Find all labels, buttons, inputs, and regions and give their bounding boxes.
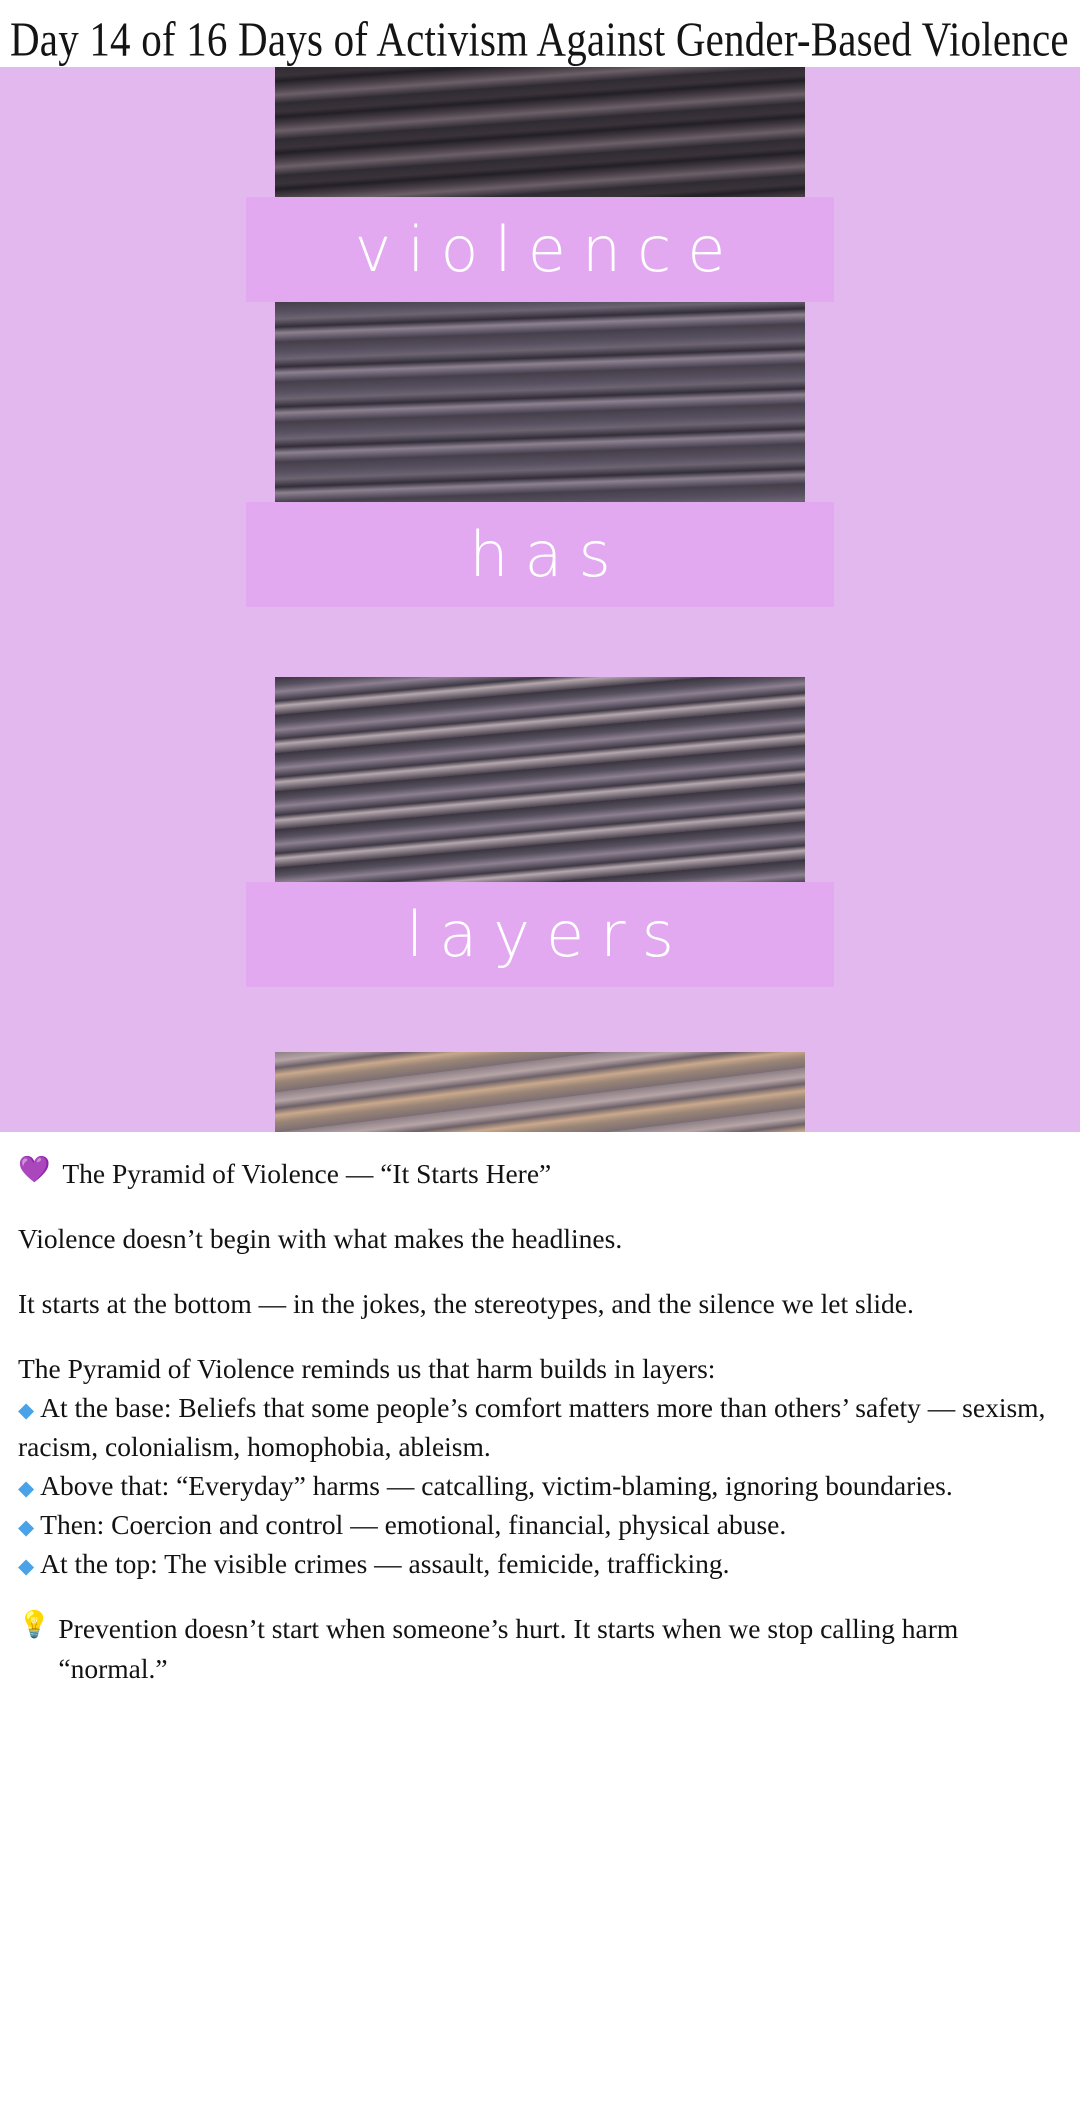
diamond-bullet-icon: ◆ (18, 1554, 35, 1579)
caption-list-block (18, 1349, 1062, 1583)
hero-word-violence-text: violence (354, 212, 742, 286)
list-item (18, 1544, 1062, 1583)
light-bulb-icon: 💡 (18, 1610, 51, 1641)
page-title: Day 14 of 16 Days of Activism Against Gender-Based Violence (10, 11, 1069, 66)
purple-heart-icon: 💜 (18, 1155, 51, 1186)
diamond-bullet-icon: ◆ (18, 1398, 35, 1423)
rock-strata-slice-4 (275, 1052, 805, 1132)
hero-word-layers-text: layers (406, 897, 690, 971)
hero-word-violence (246, 197, 834, 302)
hero-word-has-text: has (469, 517, 627, 591)
caption-heading-row (18, 1154, 1062, 1193)
hero-image (0, 67, 1080, 1132)
hero-word-has (246, 502, 834, 607)
hero-image-column (275, 67, 805, 1132)
list-item (18, 1466, 1062, 1505)
rock-strata-slice-3 (275, 677, 805, 882)
list-item-text: Above that: “Everyday” harms — catcalling, victim-blaming, ignoring boundaries. (40, 1470, 953, 1502)
list-item (18, 1505, 1062, 1544)
rock-strata-slice-2 (275, 302, 805, 502)
list-item-text: At the base: Beliefs that some people’s comfort matters more than others’ safety — sexism, racism, colonialism, homophobia, ableism. (18, 1392, 1046, 1463)
caption-note-row (18, 1609, 1062, 1687)
diamond-bullet-icon: ◆ (18, 1476, 35, 1501)
hero-word-layers (246, 882, 834, 987)
caption-paragraph-2: It starts at the bottom — in the jokes, the stereotypes, and the silence we let slide. (18, 1288, 914, 1320)
caption-paragraph-1: Violence doesn’t begin with what makes the headlines. (18, 1223, 623, 1255)
list-item-text: Then: Coercion and control — emotional, financial, physical abuse. (40, 1509, 787, 1541)
caption-note: Prevention doesn’t start when someone’s hurt. It starts when we stop calling harm “normal.” (58, 1613, 959, 1684)
rock-strata-slice-1 (275, 67, 805, 197)
list-item-text: At the top: The visible crimes — assault, femicide, trafficking. (40, 1548, 730, 1580)
caption-body (0, 1132, 1080, 1714)
page-header (0, 0, 1080, 67)
list-item (18, 1388, 1062, 1466)
caption-heading: The Pyramid of Violence — “It Starts Here” (62, 1158, 552, 1190)
caption-list-intro: The Pyramid of Violence reminds us that harm builds in layers: (18, 1353, 716, 1385)
diamond-bullet-icon: ◆ (18, 1515, 35, 1540)
